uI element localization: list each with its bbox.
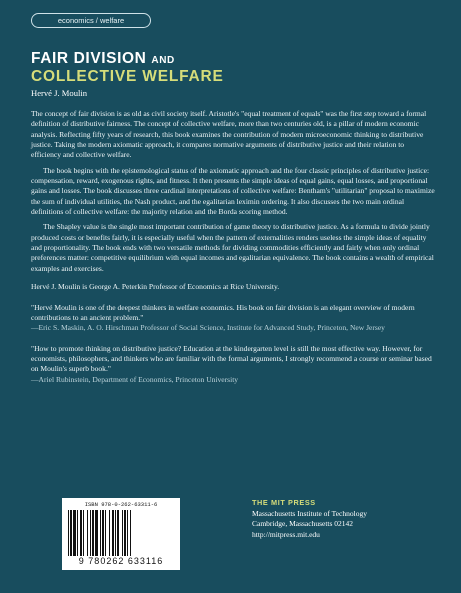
author-name: Hervé J. Moulin bbox=[31, 88, 88, 98]
publisher-url: http://mitpress.mit.edu bbox=[252, 529, 320, 539]
blurb-2 bbox=[31, 344, 435, 385]
title-conjunction: AND bbox=[151, 55, 175, 66]
blurb-1-attribution: —Eric S. Maskin, A. O. Hirschman Professor of Social Science, Institute for Advanced Study, Princeton, New Jersey bbox=[31, 323, 385, 333]
barcode-bar bbox=[131, 510, 134, 556]
blurb-2-quote: "How to promote thinking on distributive justice? Education at the kindergarten level is still the most effective way. However, for economists, philosophers, and thinkers who are familiar with the formal arguments, I strongly recommend a course or seminar based on Moulin's superb book." bbox=[31, 343, 432, 374]
blurb-2-attribution: —Ariel Rubinstein, Department of Economics, Princeton University bbox=[31, 374, 239, 384]
blurb-1 bbox=[31, 303, 435, 334]
title-line-2: COLLECTIVE WELFARE bbox=[31, 68, 224, 85]
description-paragraph-1: The concept of fair division is as old as civil society itself. Aristotle's "equal treatment of equals" was the first step toward a formal definition of distributive fairness. The concept of collective welfare, more than two centuries old, is a pillar of modern economic analysis. Reflecting fifty years of research, this book examines the contribution of modern microeconomic thinking to distributive justice. Taking the modern axiomatic approach, it compares normative arguments of distributive justice and their relation to efficiency and collective welfare. bbox=[31, 109, 427, 160]
barcode-number: 9 780262 633116 bbox=[78, 556, 164, 566]
back-cover-text bbox=[31, 109, 435, 385]
publisher-address-1: Massachusetts Institute of Technology bbox=[252, 508, 367, 518]
description-paragraph-3: The Shapley value is the single most important contribution of game theory to distributive justice. As a formula to divide jointly produced costs or benefits fairly, it is especially useful when the pattern of externalities renders useless the simple ideas of equality and proportionality. The book ends with two versatile methods for dividing commodities efficiently and fairly when only ordinal preferences matter: competitive equilibrium with equal incomes and egalitarian equivalence. The book contains a wealth of empirical examples and exercises. bbox=[31, 222, 434, 273]
author-bio: Hervé J. Moulin is George A. Peterkin Professor of Economics at Rice University. bbox=[31, 282, 280, 292]
blurb-1-quote: "Hervé Moulin is one of the deepest thinkers in welfare economics. His book on fair division is an elegant overview of modern contributions to an ancient problem." bbox=[31, 302, 415, 322]
publisher-name: THE MIT PRESS bbox=[252, 498, 316, 507]
description-paragraph-2: The book begins with the epistemological status of the axiomatic approach and the four classic principles of distributive justice: compensation, reward, exogenous rights, and fitness. It then presents the simple ideas of equal gains, equal losses, and proportional gains and losses. The book discusses three cardinal interpretations of collective welfare: Bentham's "utilitarian" proposal to maximize the sum of individual utilities, the Nash product, and the egalitarian leximin ordering. It also discusses the two main ordinal definitions of collective welfare: the majority relation and the Borda scoring method. bbox=[31, 165, 435, 217]
isbn-text: ISBN 978-0-262-63311-6 bbox=[84, 501, 158, 508]
title-line-1 bbox=[31, 50, 175, 68]
title-main: FAIR DIVISION bbox=[31, 50, 147, 67]
category-tag: economics / welfare bbox=[31, 13, 151, 28]
publisher-block bbox=[252, 498, 367, 540]
barcode-bars bbox=[68, 510, 174, 556]
barcode bbox=[62, 498, 180, 570]
publisher-address-2: Cambridge, Massachusetts 02142 bbox=[252, 519, 354, 528]
